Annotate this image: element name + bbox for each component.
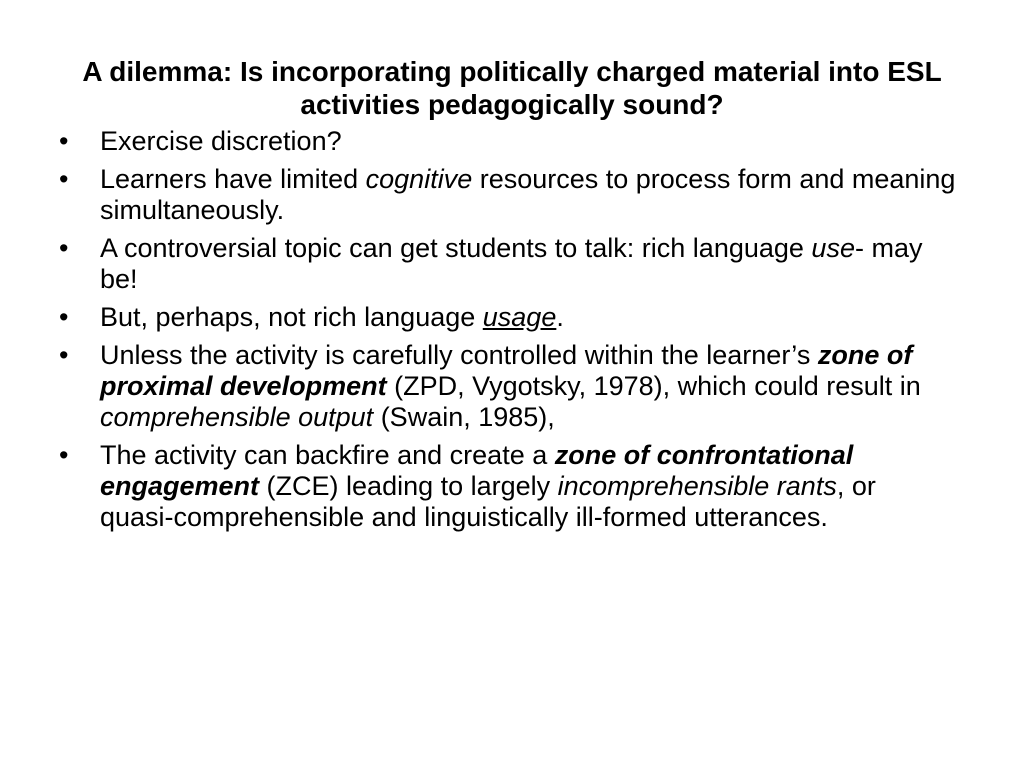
emphasis-zce: zone of confrontational engagement [100,440,854,501]
bullet-cognitive-resources [56,164,956,226]
bullet-text: The activity can backfire and create a [100,440,555,470]
bullet-text: , or quasi-comprehensible and linguistically ill-formed utterances. [100,471,876,532]
bullet-text: - may be! [100,233,923,294]
bullet-text: Exercise discretion? [100,126,342,156]
bullet-text: But, perhaps, not rich language [100,302,483,332]
emphasis-cognitive: cognitive [365,164,473,194]
emphasis-rants: incomprehensible rants [557,471,837,501]
bullet-text: resources to process form and meaning simultaneously. [100,164,956,225]
bullet-text: Learners have limited [100,164,366,194]
bullet-text: (ZCE) leading to largely [259,471,558,501]
bullet-zce [56,440,956,533]
bullet-text: Unless the activity is carefully controlled within the learner’s [100,340,818,370]
bullet-exercise-discretion [56,126,956,157]
slide-title: A dilemma: Is incorporating politically charged material into ESL activities pedagogically sound? [82,56,942,120]
bullet-zpd [56,340,956,433]
bullet-rich-usage [56,302,956,333]
emphasis-zpd: zone of proximal development [100,340,913,401]
emphasis-use: use [811,233,855,263]
bullet-text: (Swain, 1985), [373,402,555,432]
emphasis-usage: usage [482,302,557,332]
bullet-text: . [556,302,564,332]
bullet-text: (ZPD, Vygotsky, 1978), which could result in [386,371,921,401]
bullet-list [56,126,956,540]
emphasis-comprehensible-output: comprehensible output [100,402,374,432]
bullet-text: A controversial topic can get students to talk: rich language [100,233,812,263]
bullet-controversial-topic [56,233,956,295]
